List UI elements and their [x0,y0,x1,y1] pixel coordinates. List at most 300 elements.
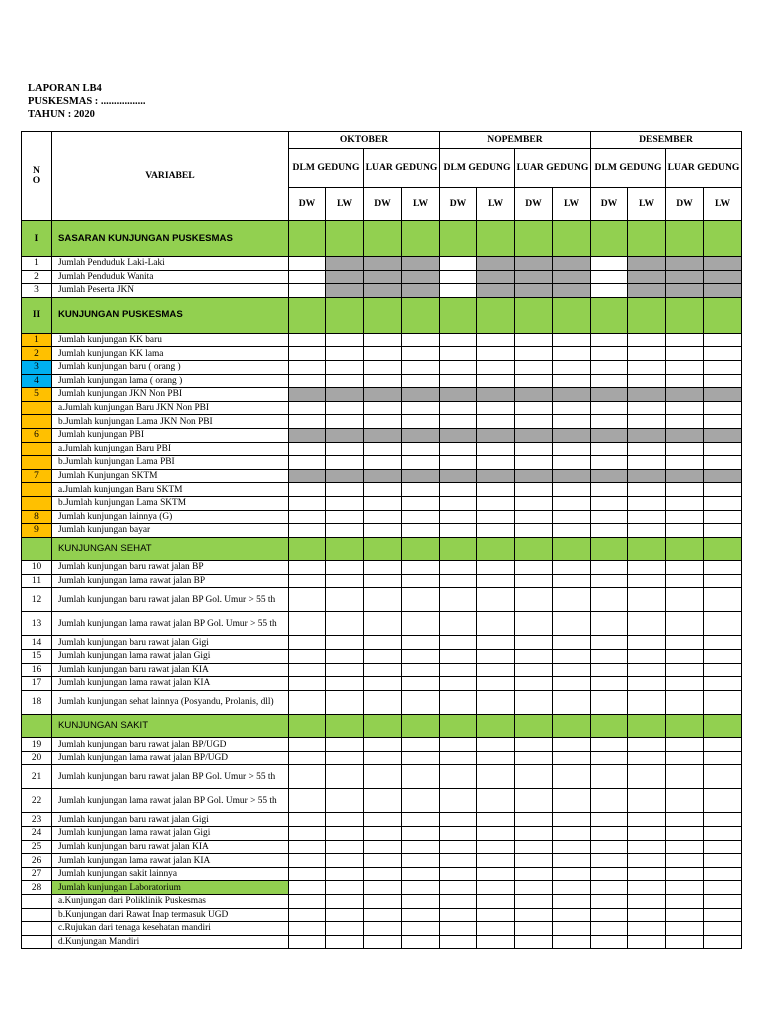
data-cell[interactable] [289,496,326,510]
data-cell[interactable] [553,561,591,575]
data-cell[interactable] [515,765,553,789]
data-cell[interactable] [440,442,477,456]
data-cell[interactable] [289,881,326,895]
data-cell[interactable] [402,881,440,895]
data-cell[interactable] [666,428,704,442]
data-cell[interactable] [440,738,477,752]
data-cell[interactable] [553,574,591,588]
data-cell[interactable] [553,428,591,442]
data-cell[interactable] [704,401,742,415]
data-cell[interactable] [289,524,326,538]
data-cell[interactable] [289,284,326,298]
data-cell[interactable] [477,297,515,333]
data-cell[interactable] [477,270,515,284]
data-cell[interactable] [364,524,402,538]
data-cell[interactable] [364,854,402,868]
data-cell[interactable] [628,588,666,612]
data-cell[interactable] [515,738,553,752]
data-cell[interactable] [440,428,477,442]
data-cell[interactable] [666,612,704,636]
data-cell[interactable] [402,854,440,868]
data-cell[interactable] [591,401,628,415]
data-cell[interactable] [666,510,704,524]
data-cell[interactable] [440,677,477,691]
data-cell[interactable] [477,922,515,936]
data-cell[interactable] [704,221,742,257]
data-cell[interactable] [553,483,591,497]
data-cell[interactable] [477,714,515,738]
data-cell[interactable] [591,442,628,456]
data-cell[interactable] [364,537,402,561]
data-cell[interactable] [477,908,515,922]
data-cell[interactable] [289,738,326,752]
data-cell[interactable] [628,428,666,442]
data-cell[interactable] [515,374,553,388]
data-cell[interactable] [704,649,742,663]
data-cell[interactable] [289,765,326,789]
data-cell[interactable] [440,401,477,415]
data-cell[interactable] [402,636,440,650]
data-cell[interactable] [553,333,591,347]
data-cell[interactable] [440,388,477,402]
data-cell[interactable] [666,649,704,663]
data-cell[interactable] [666,840,704,854]
data-cell[interactable] [704,827,742,841]
data-cell[interactable] [289,561,326,575]
data-cell[interactable] [666,537,704,561]
data-cell[interactable] [704,561,742,575]
data-cell[interactable] [364,483,402,497]
data-cell[interactable] [289,840,326,854]
data-cell[interactable] [628,347,666,361]
data-cell[interactable] [364,588,402,612]
data-cell[interactable] [591,469,628,483]
data-cell[interactable] [326,401,364,415]
data-cell[interactable] [591,649,628,663]
data-cell[interactable] [440,789,477,813]
data-cell[interactable] [364,561,402,575]
data-cell[interactable] [591,867,628,881]
data-cell[interactable] [515,483,553,497]
data-cell[interactable] [364,935,402,949]
data-cell[interactable] [515,867,553,881]
data-cell[interactable] [326,751,364,765]
data-cell[interactable] [364,840,402,854]
data-cell[interactable] [440,574,477,588]
data-cell[interactable] [364,663,402,677]
data-cell[interactable] [515,524,553,538]
data-cell[interactable] [477,765,515,789]
data-cell[interactable] [553,456,591,470]
data-cell[interactable] [553,677,591,691]
data-cell[interactable] [628,612,666,636]
data-cell[interactable] [515,347,553,361]
data-cell[interactable] [553,270,591,284]
data-cell[interactable] [628,510,666,524]
data-cell[interactable] [326,636,364,650]
data-cell[interactable] [515,922,553,936]
data-cell[interactable] [477,388,515,402]
data-cell[interactable] [553,663,591,677]
data-cell[interactable] [289,714,326,738]
data-cell[interactable] [402,401,440,415]
data-cell[interactable] [591,284,628,298]
data-cell[interactable] [591,483,628,497]
data-cell[interactable] [326,270,364,284]
data-cell[interactable] [364,789,402,813]
data-cell[interactable] [289,388,326,402]
data-cell[interactable] [477,738,515,752]
data-cell[interactable] [402,347,440,361]
data-cell[interactable] [666,765,704,789]
data-cell[interactable] [591,714,628,738]
data-cell[interactable] [591,677,628,691]
data-cell[interactable] [440,714,477,738]
data-cell[interactable] [477,690,515,714]
data-cell[interactable] [477,483,515,497]
data-cell[interactable] [440,415,477,429]
data-cell[interactable] [704,738,742,752]
data-cell[interactable] [553,496,591,510]
data-cell[interactable] [477,840,515,854]
data-cell[interactable] [289,908,326,922]
data-cell[interactable] [591,738,628,752]
data-cell[interactable] [402,649,440,663]
data-cell[interactable] [628,456,666,470]
data-cell[interactable] [704,765,742,789]
data-cell[interactable] [591,636,628,650]
data-cell[interactable] [477,612,515,636]
data-cell[interactable] [477,510,515,524]
data-cell[interactable] [515,428,553,442]
data-cell[interactable] [477,360,515,374]
data-cell[interactable] [704,524,742,538]
data-cell[interactable] [364,612,402,636]
data-cell[interactable] [591,854,628,868]
data-cell[interactable] [553,374,591,388]
data-cell[interactable] [326,690,364,714]
data-cell[interactable] [440,374,477,388]
data-cell[interactable] [628,401,666,415]
data-cell[interactable] [666,221,704,257]
data-cell[interactable] [326,789,364,813]
data-cell[interactable] [666,574,704,588]
data-cell[interactable] [326,347,364,361]
data-cell[interactable] [666,415,704,429]
data-cell[interactable] [289,649,326,663]
data-cell[interactable] [704,483,742,497]
data-cell[interactable] [326,765,364,789]
data-cell[interactable] [591,496,628,510]
data-cell[interactable] [364,649,402,663]
data-cell[interactable] [666,690,704,714]
data-cell[interactable] [326,388,364,402]
data-cell[interactable] [440,751,477,765]
data-cell[interactable] [666,935,704,949]
data-cell[interactable] [553,813,591,827]
data-cell[interactable] [289,510,326,524]
data-cell[interactable] [628,840,666,854]
data-cell[interactable] [553,636,591,650]
data-cell[interactable] [402,360,440,374]
data-cell[interactable] [628,690,666,714]
data-cell[interactable] [477,574,515,588]
data-cell[interactable] [326,442,364,456]
data-cell[interactable] [628,854,666,868]
data-cell[interactable] [326,284,364,298]
data-cell[interactable] [477,854,515,868]
data-cell[interactable] [364,574,402,588]
data-cell[interactable] [704,333,742,347]
data-cell[interactable] [553,840,591,854]
data-cell[interactable] [666,588,704,612]
data-cell[interactable] [326,649,364,663]
data-cell[interactable] [364,496,402,510]
data-cell[interactable] [553,524,591,538]
data-cell[interactable] [477,677,515,691]
data-cell[interactable] [289,257,326,271]
data-cell[interactable] [628,881,666,895]
data-cell[interactable] [553,738,591,752]
data-cell[interactable] [402,738,440,752]
data-cell[interactable] [628,867,666,881]
data-cell[interactable] [704,612,742,636]
data-cell[interactable] [628,935,666,949]
data-cell[interactable] [515,333,553,347]
data-cell[interactable] [591,765,628,789]
data-cell[interactable] [477,867,515,881]
data-cell[interactable] [402,813,440,827]
data-cell[interactable] [704,496,742,510]
data-cell[interactable] [515,456,553,470]
data-cell[interactable] [666,663,704,677]
data-cell[interactable] [666,388,704,402]
data-cell[interactable] [477,333,515,347]
data-cell[interactable] [591,270,628,284]
data-cell[interactable] [628,663,666,677]
data-cell[interactable] [440,636,477,650]
data-cell[interactable] [477,935,515,949]
data-cell[interactable] [704,690,742,714]
data-cell[interactable] [364,908,402,922]
data-cell[interactable] [289,663,326,677]
data-cell[interactable] [289,827,326,841]
data-cell[interactable] [364,360,402,374]
data-cell[interactable] [628,524,666,538]
data-cell[interactable] [402,483,440,497]
data-cell[interactable] [364,333,402,347]
data-cell[interactable] [704,922,742,936]
data-cell[interactable] [477,827,515,841]
data-cell[interactable] [440,908,477,922]
data-cell[interactable] [440,524,477,538]
data-cell[interactable] [402,922,440,936]
data-cell[interactable] [440,333,477,347]
data-cell[interactable] [591,574,628,588]
data-cell[interactable] [289,537,326,561]
data-cell[interactable] [591,347,628,361]
data-cell[interactable] [326,574,364,588]
data-cell[interactable] [477,636,515,650]
data-cell[interactable] [704,813,742,827]
data-cell[interactable] [402,612,440,636]
data-cell[interactable] [326,510,364,524]
data-cell[interactable] [704,789,742,813]
data-cell[interactable] [666,922,704,936]
data-cell[interactable] [326,714,364,738]
data-cell[interactable] [704,867,742,881]
data-cell[interactable] [628,415,666,429]
data-cell[interactable] [326,524,364,538]
data-cell[interactable] [591,789,628,813]
data-cell[interactable] [326,588,364,612]
data-cell[interactable] [591,297,628,333]
data-cell[interactable] [666,347,704,361]
data-cell[interactable] [666,881,704,895]
data-cell[interactable] [440,510,477,524]
data-cell[interactable] [326,537,364,561]
data-cell[interactable] [628,922,666,936]
data-cell[interactable] [289,483,326,497]
data-cell[interactable] [402,388,440,402]
data-cell[interactable] [440,649,477,663]
data-cell[interactable] [326,456,364,470]
data-cell[interactable] [515,561,553,575]
data-cell[interactable] [364,284,402,298]
data-cell[interactable] [289,374,326,388]
data-cell[interactable] [326,257,364,271]
data-cell[interactable] [440,854,477,868]
data-cell[interactable] [704,714,742,738]
data-cell[interactable] [402,524,440,538]
data-cell[interactable] [591,510,628,524]
data-cell[interactable] [666,867,704,881]
data-cell[interactable] [402,510,440,524]
data-cell[interactable] [666,401,704,415]
data-cell[interactable] [666,561,704,575]
data-cell[interactable] [628,908,666,922]
data-cell[interactable] [477,456,515,470]
data-cell[interactable] [553,415,591,429]
data-cell[interactable] [553,690,591,714]
data-cell[interactable] [704,854,742,868]
data-cell[interactable] [704,935,742,949]
data-cell[interactable] [440,257,477,271]
data-cell[interactable] [666,714,704,738]
data-cell[interactable] [553,401,591,415]
data-cell[interactable] [402,714,440,738]
data-cell[interactable] [289,636,326,650]
data-cell[interactable] [515,221,553,257]
data-cell[interactable] [402,257,440,271]
data-cell[interactable] [704,663,742,677]
data-cell[interactable] [402,789,440,813]
data-cell[interactable] [666,524,704,538]
data-cell[interactable] [628,574,666,588]
data-cell[interactable] [477,789,515,813]
data-cell[interactable] [515,574,553,588]
data-cell[interactable] [289,854,326,868]
data-cell[interactable] [704,347,742,361]
data-cell[interactable] [515,908,553,922]
data-cell[interactable] [666,270,704,284]
data-cell[interactable] [628,677,666,691]
data-cell[interactable] [704,270,742,284]
data-cell[interactable] [402,469,440,483]
data-cell[interactable] [402,415,440,429]
data-cell[interactable] [402,827,440,841]
data-cell[interactable] [289,690,326,714]
data-cell[interactable] [553,854,591,868]
data-cell[interactable] [402,221,440,257]
data-cell[interactable] [402,677,440,691]
data-cell[interactable] [289,221,326,257]
data-cell[interactable] [289,442,326,456]
data-cell[interactable] [477,257,515,271]
data-cell[interactable] [477,649,515,663]
data-cell[interactable] [440,347,477,361]
data-cell[interactable] [591,561,628,575]
data-cell[interactable] [326,483,364,497]
data-cell[interactable] [628,469,666,483]
data-cell[interactable] [553,284,591,298]
data-cell[interactable] [364,510,402,524]
data-cell[interactable] [704,881,742,895]
data-cell[interactable] [515,588,553,612]
data-cell[interactable] [591,690,628,714]
data-cell[interactable] [553,537,591,561]
data-cell[interactable] [704,388,742,402]
data-cell[interactable] [289,751,326,765]
data-cell[interactable] [666,854,704,868]
data-cell[interactable] [477,895,515,909]
data-cell[interactable] [402,663,440,677]
data-cell[interactable] [326,374,364,388]
data-cell[interactable] [477,347,515,361]
data-cell[interactable] [591,588,628,612]
data-cell[interactable] [515,401,553,415]
data-cell[interactable] [402,574,440,588]
data-cell[interactable] [628,374,666,388]
data-cell[interactable] [440,284,477,298]
data-cell[interactable] [515,789,553,813]
data-cell[interactable] [402,374,440,388]
data-cell[interactable] [326,221,364,257]
data-cell[interactable] [628,537,666,561]
data-cell[interactable] [364,867,402,881]
data-cell[interactable] [704,456,742,470]
data-cell[interactable] [326,496,364,510]
data-cell[interactable] [515,677,553,691]
data-cell[interactable] [440,456,477,470]
data-cell[interactable] [515,537,553,561]
data-cell[interactable] [289,415,326,429]
data-cell[interactable] [289,333,326,347]
data-cell[interactable] [326,813,364,827]
data-cell[interactable] [440,537,477,561]
data-cell[interactable] [289,347,326,361]
data-cell[interactable] [364,221,402,257]
data-cell[interactable] [440,867,477,881]
data-cell[interactable] [553,221,591,257]
data-cell[interactable] [591,360,628,374]
data-cell[interactable] [440,663,477,677]
data-cell[interactable] [289,922,326,936]
data-cell[interactable] [402,496,440,510]
data-cell[interactable] [440,840,477,854]
data-cell[interactable] [628,714,666,738]
data-cell[interactable] [666,333,704,347]
